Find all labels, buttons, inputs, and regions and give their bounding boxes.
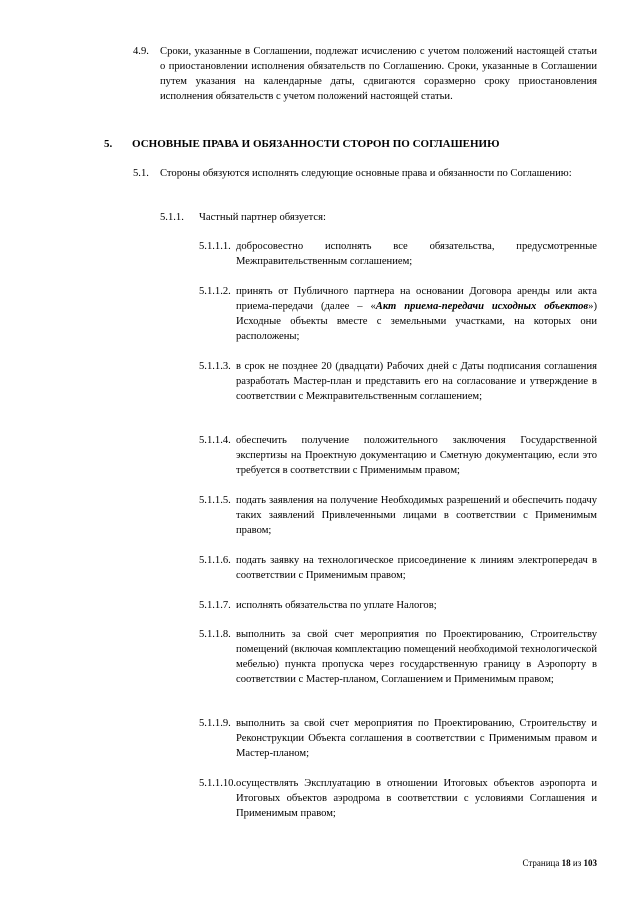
subclause-number: 5.1.1.1.: [199, 241, 231, 252]
page-footer: [523, 857, 598, 869]
total-page-count: 103: [583, 858, 597, 868]
page-separator: из: [570, 858, 584, 868]
subclause-text: выполнить за свой счет мероприятия по Проектированию, Строительству помещений (включая комплектацию помещений необходимой технологической мебелью) пункта пропуска через государственную границу в Аэропорту в соответствии с Мастер-планом, Соглашением и Применимым правом;: [236, 629, 597, 685]
subclause-number: 5.1.1.9.: [199, 718, 231, 729]
page-label: Страница: [522, 858, 562, 868]
subclause-text-start: принять от Публичного партнера на основании Договора аренды или акта приема-передачи (далее – «: [236, 286, 597, 312]
subclause-number: 5.1.1.4.: [199, 435, 231, 446]
current-page-number: 18: [561, 858, 571, 868]
section-number: 5.: [104, 138, 113, 150]
subclause-number: 5.1.1.3.: [199, 361, 231, 372]
subclause-number: 5.1.1.2.: [199, 286, 231, 297]
subclause-number: 5.1.1.7.: [199, 600, 231, 611]
subclause-text: добросовестно исполнять все обязательства, предусмотренные Межправительственным соглашением;: [236, 241, 597, 267]
subclause-text: осуществлять Эксплуатацию в отношении Итоговых объектов аэропорта и Итоговых объектов аэродрома в соответствии с условиями Соглашения и Применимым правом;: [236, 778, 597, 819]
subclause-text: подать заявку на технологическое присоединение к линиям электропередач в соответствии с Применимым правом;: [236, 555, 597, 581]
subclause-text-end: ») Исходные объекты вместе с земельными участками, на которых они расположены;: [236, 301, 597, 342]
subclause-number: 5.1.1.6.: [199, 555, 231, 566]
subclause-text: в срок не позднее 20 (двадцати) Рабочих дней с Даты подписания соглашения разработать Мастер-план и представить его на согласование и утверждение в соответствии с Межправительственным соглашением;: [236, 361, 597, 402]
subclause-number: 5.1.1.5.: [199, 495, 231, 506]
subclause-text: выполнить за свой счет мероприятия по Проектированию, Строительству и Реконструкции Объекта соглашения в соответствии с Применимым правом и Мастер-планом;: [236, 718, 597, 759]
subclause-text: обеспечить получение положительного заключения Государственной экспертизы на Проектную документацию и Сметную документацию, если это требуется в соответствии с Применимым правом;: [236, 435, 597, 476]
subclause-text: [236, 284, 597, 344]
subclause-number: 5.1.1.8.: [199, 629, 231, 640]
subclause-text: исполнять обязательства по уплате Налогов;: [236, 600, 437, 611]
clause-text: Сроки, указанные в Соглашении, подлежат исчислению с учетом положений настоящей статьи о приостановлении исполнения обязательств по Соглашению. Сроки, указанные в Соглашении путем указания на календарные даты, сдвигаются соразмерно сроку приостановления исполнения обязательств с учетом положений настоящей статьи.: [160, 46, 597, 102]
defined-term: Акт приема-передачи исходных объектов: [375, 301, 589, 312]
clause-number: 4.9.: [133, 46, 149, 57]
subclause-text: подать заявления на получение Необходимых разрешений и обеспечить подачу таких заявлений Привлеченными лицами в соответствии с Применимым правом;: [236, 495, 597, 536]
clause-number: 5.1.: [133, 168, 149, 179]
subclause-number: 5.1.1.10.: [199, 778, 237, 789]
clause-text: Частный партнер обязуется:: [199, 212, 326, 223]
clause-text: Стороны обязуются исполнять следующие основные права и обязанности по Соглашению:: [160, 168, 572, 179]
clause-number: 5.1.1.: [160, 212, 184, 223]
section-title: ОСНОВНЫЕ ПРАВА И ОБЯЗАННОСТИ СТОРОН ПО СОГЛАШЕНИЮ: [132, 138, 500, 150]
